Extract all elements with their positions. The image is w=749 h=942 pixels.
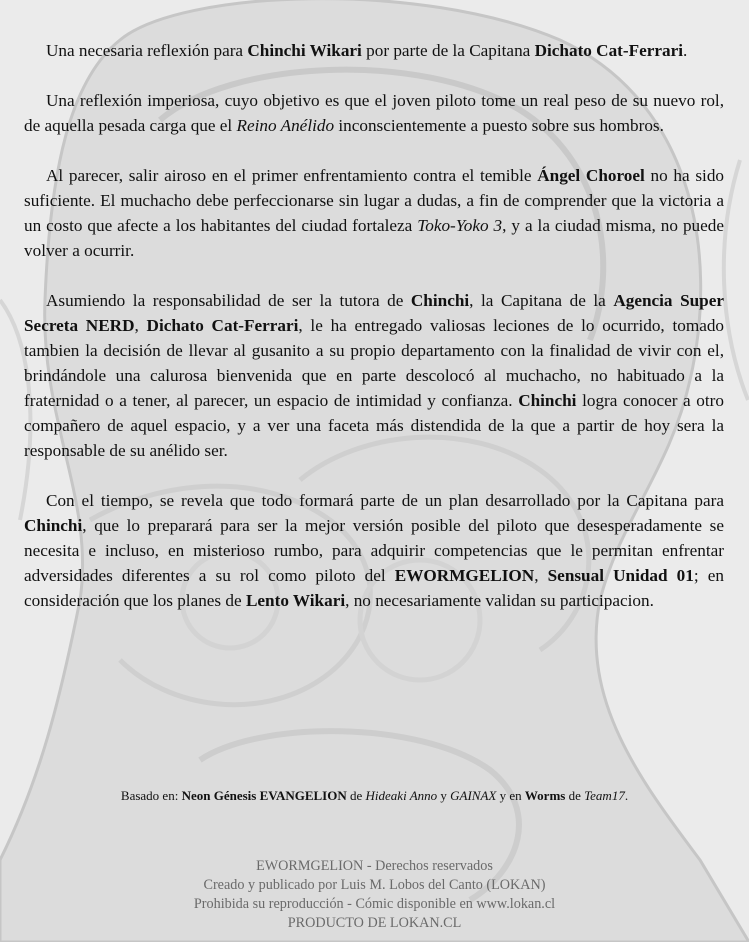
synopsis-text-block — [24, 38, 724, 638]
footer-line-prohibition: Prohibida su reproducción - Cómic disponible en www.lokan.cl — [193, 896, 556, 912]
based-on-credits — [0, 788, 749, 804]
text-run: , — [534, 566, 548, 585]
text-run: , — [134, 316, 147, 335]
footer-line-author: Creado y publicado por Luis M. Lobos del Canto (LOKAN) — [203, 877, 546, 893]
emphasis-italic: Hideaki Anno — [365, 788, 438, 803]
paragraph-4 — [24, 288, 724, 463]
text-run: y en — [496, 788, 525, 803]
text-run: Asumiendo la responsabilidad de ser la tutora de — [46, 291, 411, 310]
emphasis-bold: Ángel Choroel — [537, 166, 645, 185]
emphasis-bold: Worms — [524, 788, 566, 803]
emphasis-bold: Neon Génesis EVANGELION — [181, 788, 347, 803]
text-run: logra conocer a otro compañero de aquel espacio, y a ver una faceta más distendida de la que a partir de hoy sera la responsable de su anélido ser. — [24, 391, 724, 460]
text-run: , no necesariamente validan su participacion. — [345, 591, 654, 610]
text-run: Una necesaria reflexión para — [46, 41, 248, 60]
text-run: por parte de la Capitana — [361, 41, 535, 60]
text-run: , que lo preparará para ser la mejor versión posible del piloto que desesperadamente se necesita e incluso, en misterioso rumbo, para adquirir competencias que le permitan enfrentar adversidades diferentes a su rol como piloto del — [24, 516, 724, 585]
emphasis-bold: Chinchi — [518, 391, 577, 410]
emphasis-italic: Reino Anélido — [236, 116, 335, 135]
text-run: Con el tiempo, se revela que todo formará parte de un plan desarrollado por la Capitana para — [46, 491, 724, 510]
emphasis-bold: Dichato Cat-Ferrari — [146, 316, 299, 335]
text-run: Al parecer, salir airoso en el primer enfrentamiento contra el temible — [46, 166, 538, 185]
paragraph-5 — [24, 488, 724, 613]
emphasis-bold: Dichato Cat-Ferrari — [534, 41, 684, 60]
text-run: Una reflexión imperiosa, cuyo objetivo es que el joven piloto tome un real peso de su nuevo rol, de aquella pesada carga que el — [24, 91, 724, 135]
emphasis-bold: Agencia Super Secreta NERD — [24, 291, 724, 335]
emphasis-bold: Sensual Unidad 01 — [547, 566, 694, 585]
copyright-footer — [0, 857, 749, 933]
emphasis-bold: Lento Wikari — [245, 591, 346, 610]
text-run: ; en consideración que los planes de — [24, 566, 724, 610]
text-run: , y a la ciudad misma, no puede volver a ocurrir. — [24, 216, 724, 260]
text-run: Basado en: — [120, 788, 182, 803]
text-run: no ha sido suficiente. El muchacho debe perfeccionarse sin lugar a dudas, a fin de comprender que la victoria a un costo que afecte a los habitantes del ciudad fortaleza — [24, 166, 725, 235]
emphasis-italic: Toko-Yoko 3 — [417, 216, 503, 235]
text-run: . — [683, 41, 688, 60]
text-run: , le ha entregado valiosas leciones de lo ocurrido, tomado tambien la decisión de llevar al gusanito a su propio departamento con la finalidad de vivir con el, brindándole una calurosa bienvenida que en parte descolocó al muchacho, no habituado a la fraternidad o a tener, al parecer, un espacio de intimidad y confianza. — [24, 316, 725, 410]
emphasis-bold: Chinchi — [410, 291, 470, 310]
emphasis-italic: GAINAX — [450, 788, 497, 803]
emphasis-bold: Chinchi Wikari — [247, 41, 362, 60]
footer-line-rights: EWORMGELION - Derechos reservados — [256, 858, 493, 874]
paragraph-2 — [24, 88, 724, 138]
text-run: . — [624, 788, 629, 803]
emphasis-italic: Team17 — [584, 788, 625, 803]
emphasis-bold: EWORMGELION — [394, 566, 535, 585]
text-run: y — [437, 788, 451, 803]
emphasis-bold: Chinchi — [24, 516, 83, 535]
paragraph-3 — [24, 163, 724, 263]
text-run: de — [346, 788, 366, 803]
text-run: inconscientemente a puesto sobre sus hombros. — [334, 116, 664, 135]
text-run: de — [565, 788, 585, 803]
text-run: , la Capitana de la — [469, 291, 614, 310]
paragraph-1 — [24, 38, 724, 63]
footer-line-product: PRODUCTO DE LOKAN.CL — [287, 915, 462, 931]
